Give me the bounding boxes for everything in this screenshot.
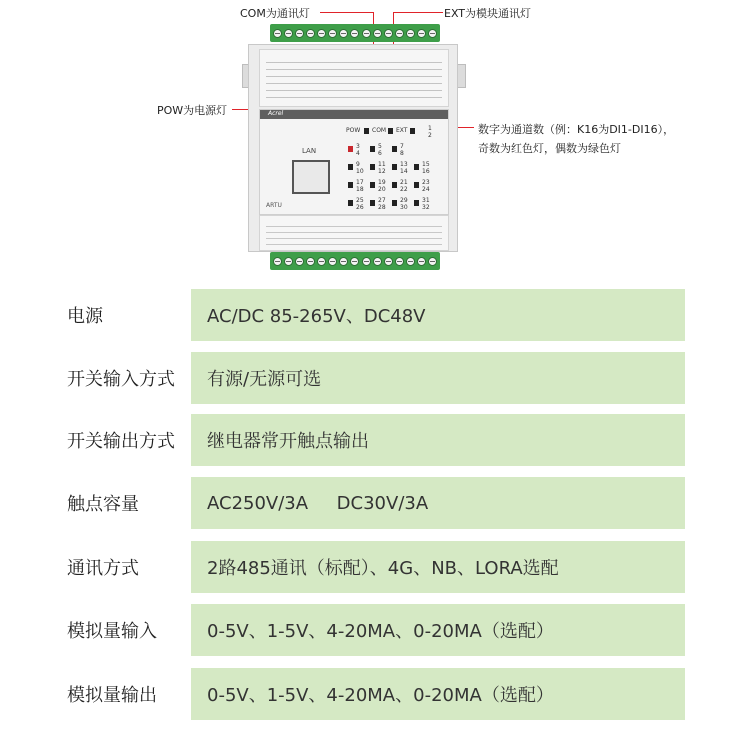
channel-num-31: 31 [422, 197, 430, 204]
channel-annotation-line1: 数字为通道数（例：K16为DI1-DI16）， [478, 123, 675, 136]
channel-num-18: 18 [356, 186, 364, 193]
spec-value: 0-5V、1-5V、4-20MA、0-20MA（选配） [191, 668, 685, 720]
channel-annotation-line2: 奇数为红色灯，偶数为绿色灯 [478, 142, 621, 155]
channel-num-11: 11 [378, 161, 386, 168]
channel-num-15: 15 [422, 161, 430, 168]
channel-num-10: 10 [356, 168, 364, 175]
spec-value: 有源/无源可选 [191, 352, 685, 404]
pow-annotation: POW为电源灯 [157, 104, 228, 117]
spec-value: 0-5V、1-5V、4-20MA、0-20MA（选配） [191, 604, 685, 656]
spec-value: AC/DC 85-265V、DC48V [191, 289, 685, 341]
channel-num-8: 8 [400, 150, 404, 157]
channel-num-27: 27 [378, 197, 386, 204]
spec-label: 开关输入方式 [65, 352, 189, 404]
ext-led-label: EXT [396, 127, 408, 134]
spec-row-analog-output [65, 668, 685, 720]
channel-num-26: 26 [356, 204, 364, 211]
spec-value: 继电器常开触点输出 [191, 414, 685, 466]
channel-num-21: 21 [400, 179, 408, 186]
channel-num-7: 7 [400, 143, 404, 150]
channel-num-16: 16 [422, 168, 430, 175]
channel-num-19: 19 [378, 179, 386, 186]
spec-label: 通讯方式 [65, 541, 189, 593]
spec-row-analog-input [65, 604, 685, 656]
spec-row-switch-input [65, 352, 685, 404]
brand-logo: Acrel [268, 110, 284, 117]
spec-label: 开关输出方式 [65, 414, 189, 466]
spec-row-switch-output [65, 414, 685, 466]
channel-num-20: 20 [378, 186, 386, 193]
channel-num-28: 28 [378, 204, 386, 211]
channel-num-32: 32 [422, 204, 430, 211]
ext-annotation: EXT为模块通讯灯 [444, 7, 532, 20]
channel-num-13: 13 [400, 161, 408, 168]
channel-num-30: 30 [400, 204, 408, 211]
channel-num-24: 24 [422, 186, 430, 193]
channel-num-2: 2 [428, 132, 432, 139]
channel-num-6: 6 [378, 150, 382, 157]
channel-num-12: 12 [378, 168, 386, 175]
channel-num-17: 17 [356, 179, 364, 186]
channel-num-5: 5 [378, 143, 382, 150]
channel-num-14: 14 [400, 168, 408, 175]
channel-num-1: 1 [428, 125, 432, 132]
spec-row-communication [65, 541, 685, 593]
spec-row-power [65, 289, 685, 341]
channel-num-23: 23 [422, 179, 430, 186]
spec-label: 电源 [65, 289, 189, 341]
channel-num-3: 3 [356, 143, 360, 150]
channel-num-9: 9 [356, 161, 360, 168]
com-led-label: COM [372, 127, 387, 134]
spec-value: AC250V/3A DC30V/3A [191, 477, 685, 529]
com-annotation: COM为通讯灯 [240, 7, 310, 20]
channel-num-29: 29 [400, 197, 408, 204]
channel-num-22: 22 [400, 186, 408, 193]
spec-value: 2路485通讯（标配）、4G、NB、LORA选配 [191, 541, 685, 593]
spec-row-contact-capacity [65, 477, 685, 529]
spec-label: 模拟量输入 [65, 604, 189, 656]
pow-led-label: POW [346, 127, 361, 134]
channel-num-4: 4 [356, 150, 360, 157]
spec-label: 触点容量 [65, 477, 189, 529]
spec-label: 模拟量输出 [65, 668, 189, 720]
lan-label: LAN [302, 147, 317, 155]
channel-num-25: 25 [356, 197, 364, 204]
model-label: ARTU [266, 202, 282, 209]
